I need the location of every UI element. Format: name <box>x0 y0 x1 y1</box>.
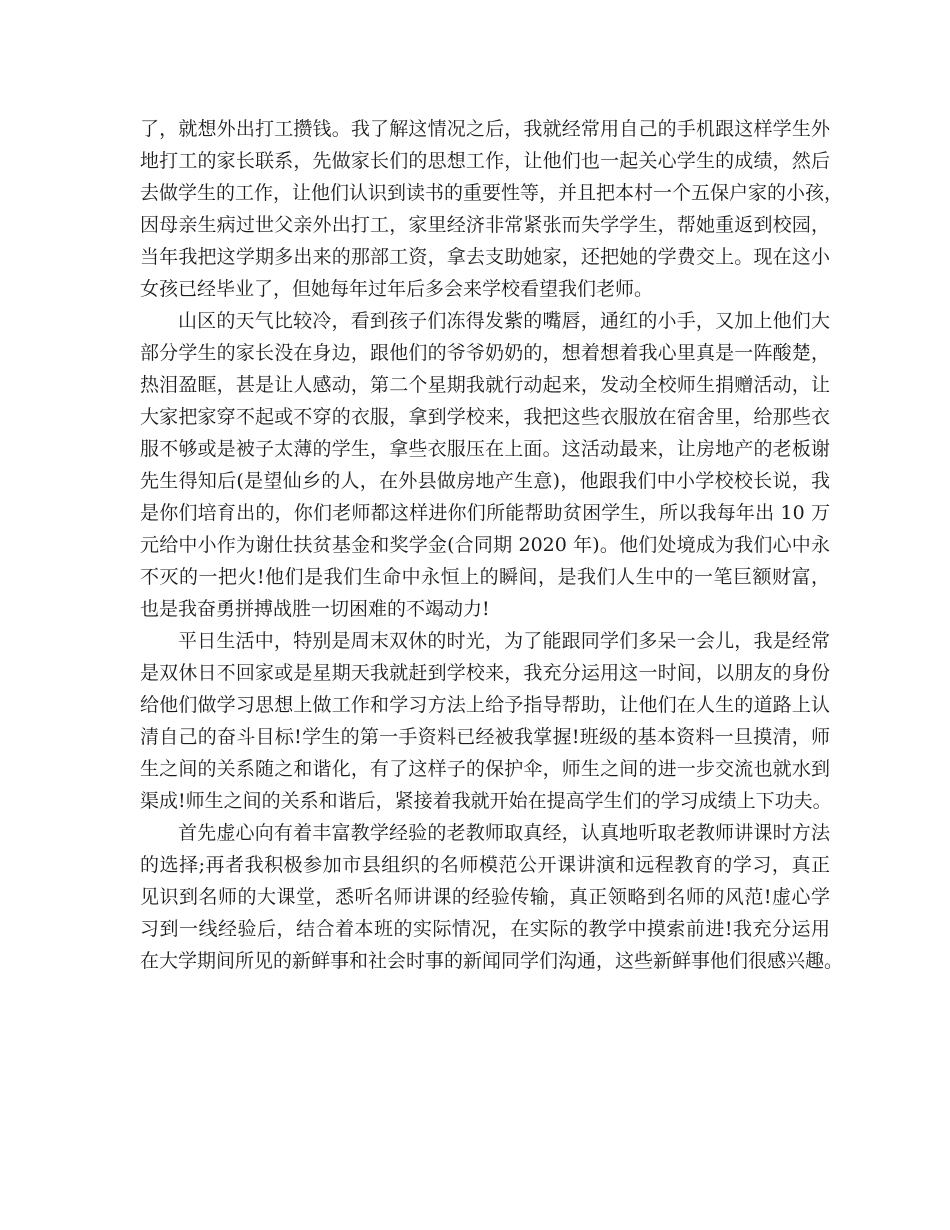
text-line: 平日生活中，特别是周末双休的时光，为了能跟同学们多呆一会儿，我是经常 <box>178 630 830 652</box>
text-line: 女孩已经毕业了，但她每年过年后多会来学校看望我们老师。 <box>140 278 654 300</box>
paragraph-1 <box>140 113 844 305</box>
text-line: 热泪盈眶，甚是让人感动，第二个星期我就行动起来，发动全校师生捐赠活动，让 <box>140 374 830 396</box>
text-line: 大家把家穿不起或不穿的衣服，拿到学校来，我把这些衣服放在宿舍里，给那些衣 <box>140 406 830 428</box>
text-line: 渠成!师生之间的关系和谐后，紧接着我就开始在提高学生们的学习成绩上下功夫。 <box>140 790 832 812</box>
text-line: 不灭的一把火!他们是我们生命中永恒上的瞬间，是我们人生中的一笔巨额财富， <box>140 566 830 588</box>
text-line: 当年我把这学期多出来的那部工资，拿去支助她家，还把她的学费交上。现在这小 <box>140 246 830 268</box>
text-line: 生之间的关系随之和谐化，有了这样子的保护伞，师生之间的进一步交流也就水到 <box>140 758 830 780</box>
paragraph-4 <box>140 817 844 977</box>
text-line: 地打工的家长联系，先做家长们的思想工作，让他们也一起关心学生的成绩，然后 <box>140 150 830 172</box>
text-line: 是双休日不回家或是星期天我就赶到学校来，我充分运用这一时间，以朋友的身份 <box>140 662 830 684</box>
paragraph-3 <box>140 625 830 817</box>
text-line: 山区的天气比较冷，看到孩子们冻得发紫的嘴唇，通红的小手，又加上他们大 <box>178 310 830 332</box>
text-line: 因母亲生病过世父亲外出打工，家里经济非常紧张而失学学生，帮她重返到校园， <box>140 214 830 236</box>
text-line: 见识到名师的大课堂，悉听名师讲课的经验传输，真正领略到名师的风范!虚心学 <box>140 886 830 908</box>
text-line: 去做学生的工作，让他们认识到读书的重要性等，并且把本村一个五保户家的小孩， <box>140 182 844 204</box>
text-line: 部分学生的家长没在身边，跟他们的爷爷奶奶的，想着想着我心里真是一阵酸楚， <box>140 342 830 364</box>
text-line: 首先虚心向有着丰富教学经验的老教师取真经，认真地听取老教师讲课时方法 <box>178 822 830 844</box>
document-body <box>140 113 844 977</box>
text-line: 了，就想外出打工攒钱。我了解这情况之后，我就经常用自己的手机跟这样学生外 <box>140 118 830 140</box>
text-line: 给他们做学习思想上做工作和学习方法上给予指导帮助，让他们在人生的道路上认 <box>140 694 830 716</box>
text-line: 清自己的奋斗目标!学生的第一手资料已经被我掌握!班级的基本资料一旦摸清，师 <box>140 726 830 748</box>
text-line: 在大学期间所见的新鲜事和社会时事的新闻同学们沟通，这些新鲜事他们很感兴趣。 <box>140 950 844 972</box>
text-line: 的选择;再者我积极参加市县组织的名师模范公开课讲演和远程教育的学习，真正 <box>140 854 830 876</box>
text-line: 服不够或是被子太薄的学生，拿些衣服压在上面。这活动最来，让房地产的老板谢 <box>140 438 830 460</box>
text-line: 是你们培育出的，你们老师都这样进你们所能帮助贫困学生，所以我每年出 10 万 <box>140 502 830 524</box>
text-line: 先生得知后(是望仙乡的人，在外县做房地产生意)，他跟我们中小学校校长说，我 <box>140 470 830 492</box>
paragraph-2 <box>140 305 830 625</box>
text-line: 也是我奋勇拼搏战胜一切困难的不竭动力! <box>140 598 490 620</box>
text-line: 习到一线经验后，结合着本班的实际情况，在实际的教学中摸索前进!我充分运用 <box>140 918 830 940</box>
text-line: 元给中小作为谢仕扶贫基金和奖学金(合同期 2020 年)。他们处境成为我们心中永 <box>140 534 830 556</box>
